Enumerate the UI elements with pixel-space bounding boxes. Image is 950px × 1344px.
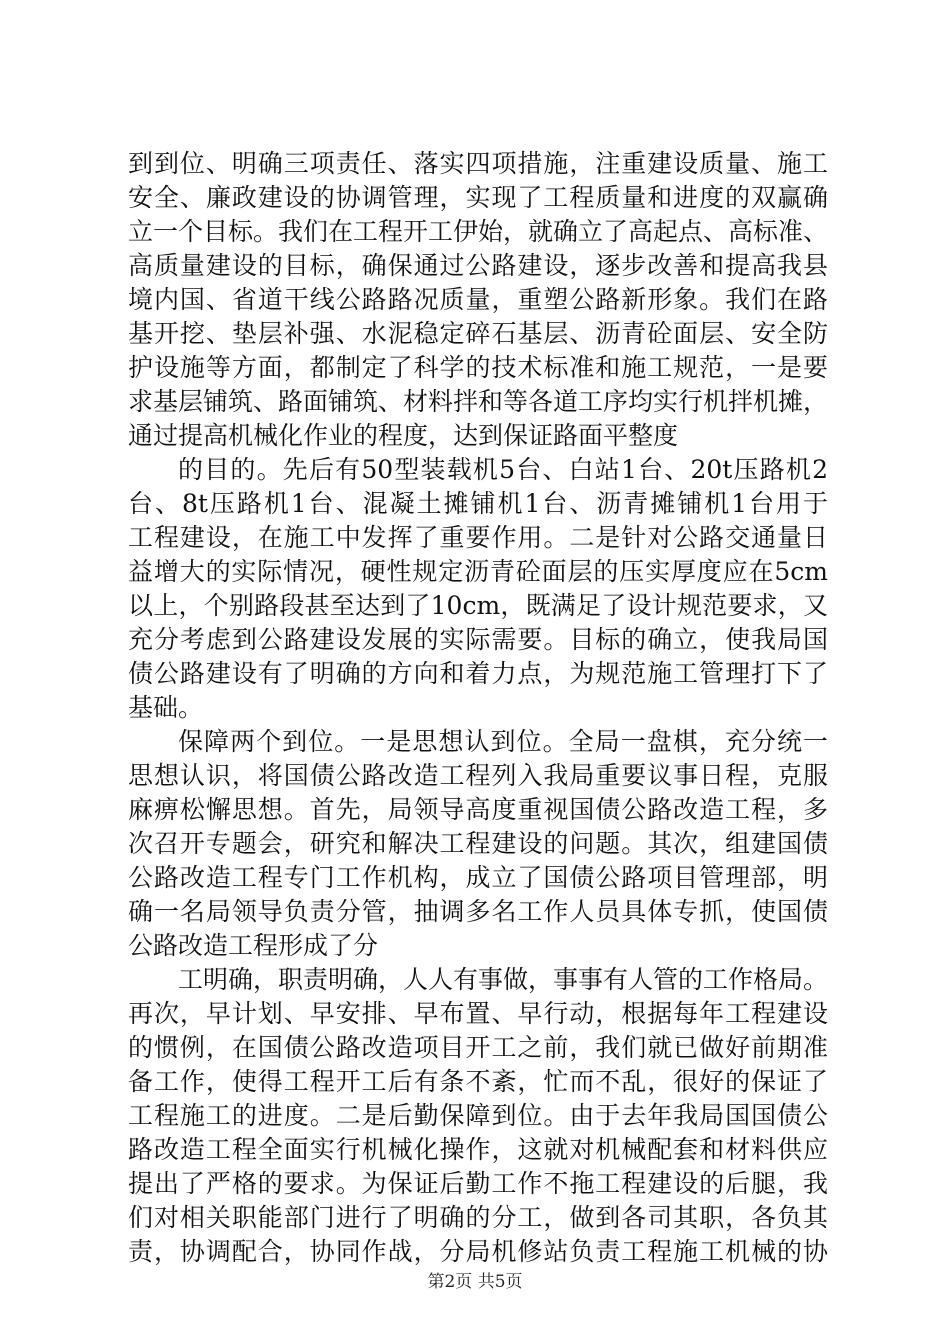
text-line: 备工作，使得工程开工后有条不紊，忙而不乱，很好的保证了 [128,1067,828,1096]
text-line: 立一个目标。我们在工程开工伊始，就确立了高起点、高标准、 [128,217,828,246]
text-line: 的惯例，在国债公路改造项目开工之前，我们就已做好前期准 [128,1033,828,1062]
text-line: 工程建设，在施工中发挥了重要作用。二是针对公路交通量日 [128,523,828,552]
text-line: 路改造工程全面实行机械化操作，这就对机械配套和材料供应 [128,1135,828,1164]
text-line: 通过提高机械化作业的程度，达到保证路面平整度 [128,421,679,450]
text-line: 以上，个别路段甚至达到了10cm，既满足了设计规范要求，又 [128,591,828,620]
document-body [128,147,828,1269]
text-line: 次召开专题会，研究和解决工程建设的问题。其次，组建国债 [128,829,828,858]
text-line: 求基层铺筑、路面铺筑、材料拌和等各道工序均实行机拌机摊， [128,387,828,416]
text-line: 债公路建设有了明确的方向和着力点，为规范施工管理打下了 [128,659,828,688]
text-line: 到到位、明确三项责任、落实四项措施，注重建设质量、施工 [128,149,828,178]
text-line: 安全、廉政建设的协调管理，实现了工程质量和进度的双赢确 [128,183,828,212]
text-line: 益增大的实际情况，硬性规定沥青砼面层的压实厚度应在5cm [128,557,828,586]
text-line: 公路改造工程专门工作机构，成立了国债公路项目管理部，明 [128,863,828,892]
text-line: 确一名局领导负责分管，抽调多名工作人员具体专抓，使国债 [128,897,828,926]
text-line: 基础。 [128,693,204,722]
page-number-footer: 第2页 共5页 [427,1272,523,1292]
text-line: 境内国、省道干线公路路况质量，重塑公路新形象。我们在路 [128,285,828,314]
text-line: 提出了严格的要求。为保证后勤工作不拖工程建设的后腿，我 [128,1169,828,1198]
text-line: 思想认识，将国债公路改造工程列入我局重要议事日程，克服 [128,761,828,790]
text-line: 保障两个到位。一是思想认到位。全局一盘棋，充分统一 [178,727,828,756]
text-line: 台、8t压路机1台、混凝土摊铺机1台、沥青摊铺机1台用于 [128,489,828,518]
text-line: 护设施等方面，都制定了科学的技术标准和施工规范，一是要 [128,353,828,382]
text-line: 公路改造工程形成了分 [128,931,379,960]
text-line: 高质量建设的目标，确保通过公路建设，逐步改善和提高我县 [128,251,828,280]
text-line: 们对相关职能部门进行了明确的分工，做到各司其职，各负其 [128,1203,828,1232]
text-line: 充分考虑到公路建设发展的实际需要。目标的确立，使我局国 [128,625,828,654]
text-line: 的目的。先后有50型装载机5台、白站1台、20t压路机2 [178,455,828,484]
text-line: 基开挖、垫层补强、水泥稳定碎石基层、沥青砼面层、安全防 [128,319,828,348]
text-line: 责，协调配合，协同作战，分局机修站负责工程施工机械的协 [128,1237,828,1266]
text-line: 再次，早计划、早安排、早布置、早行动，根据每年工程建设 [128,999,828,1028]
text-line: 麻痹松懈思想。首先，局领导高度重视国债公路改造工程，多 [128,795,828,824]
text-line: 工明确，职责明确，人人有事做，事事有人管的工作格局。 [178,965,828,994]
text-line: 工程施工的进度。二是后勤保障到位。由于去年我局国国债公 [128,1101,828,1130]
